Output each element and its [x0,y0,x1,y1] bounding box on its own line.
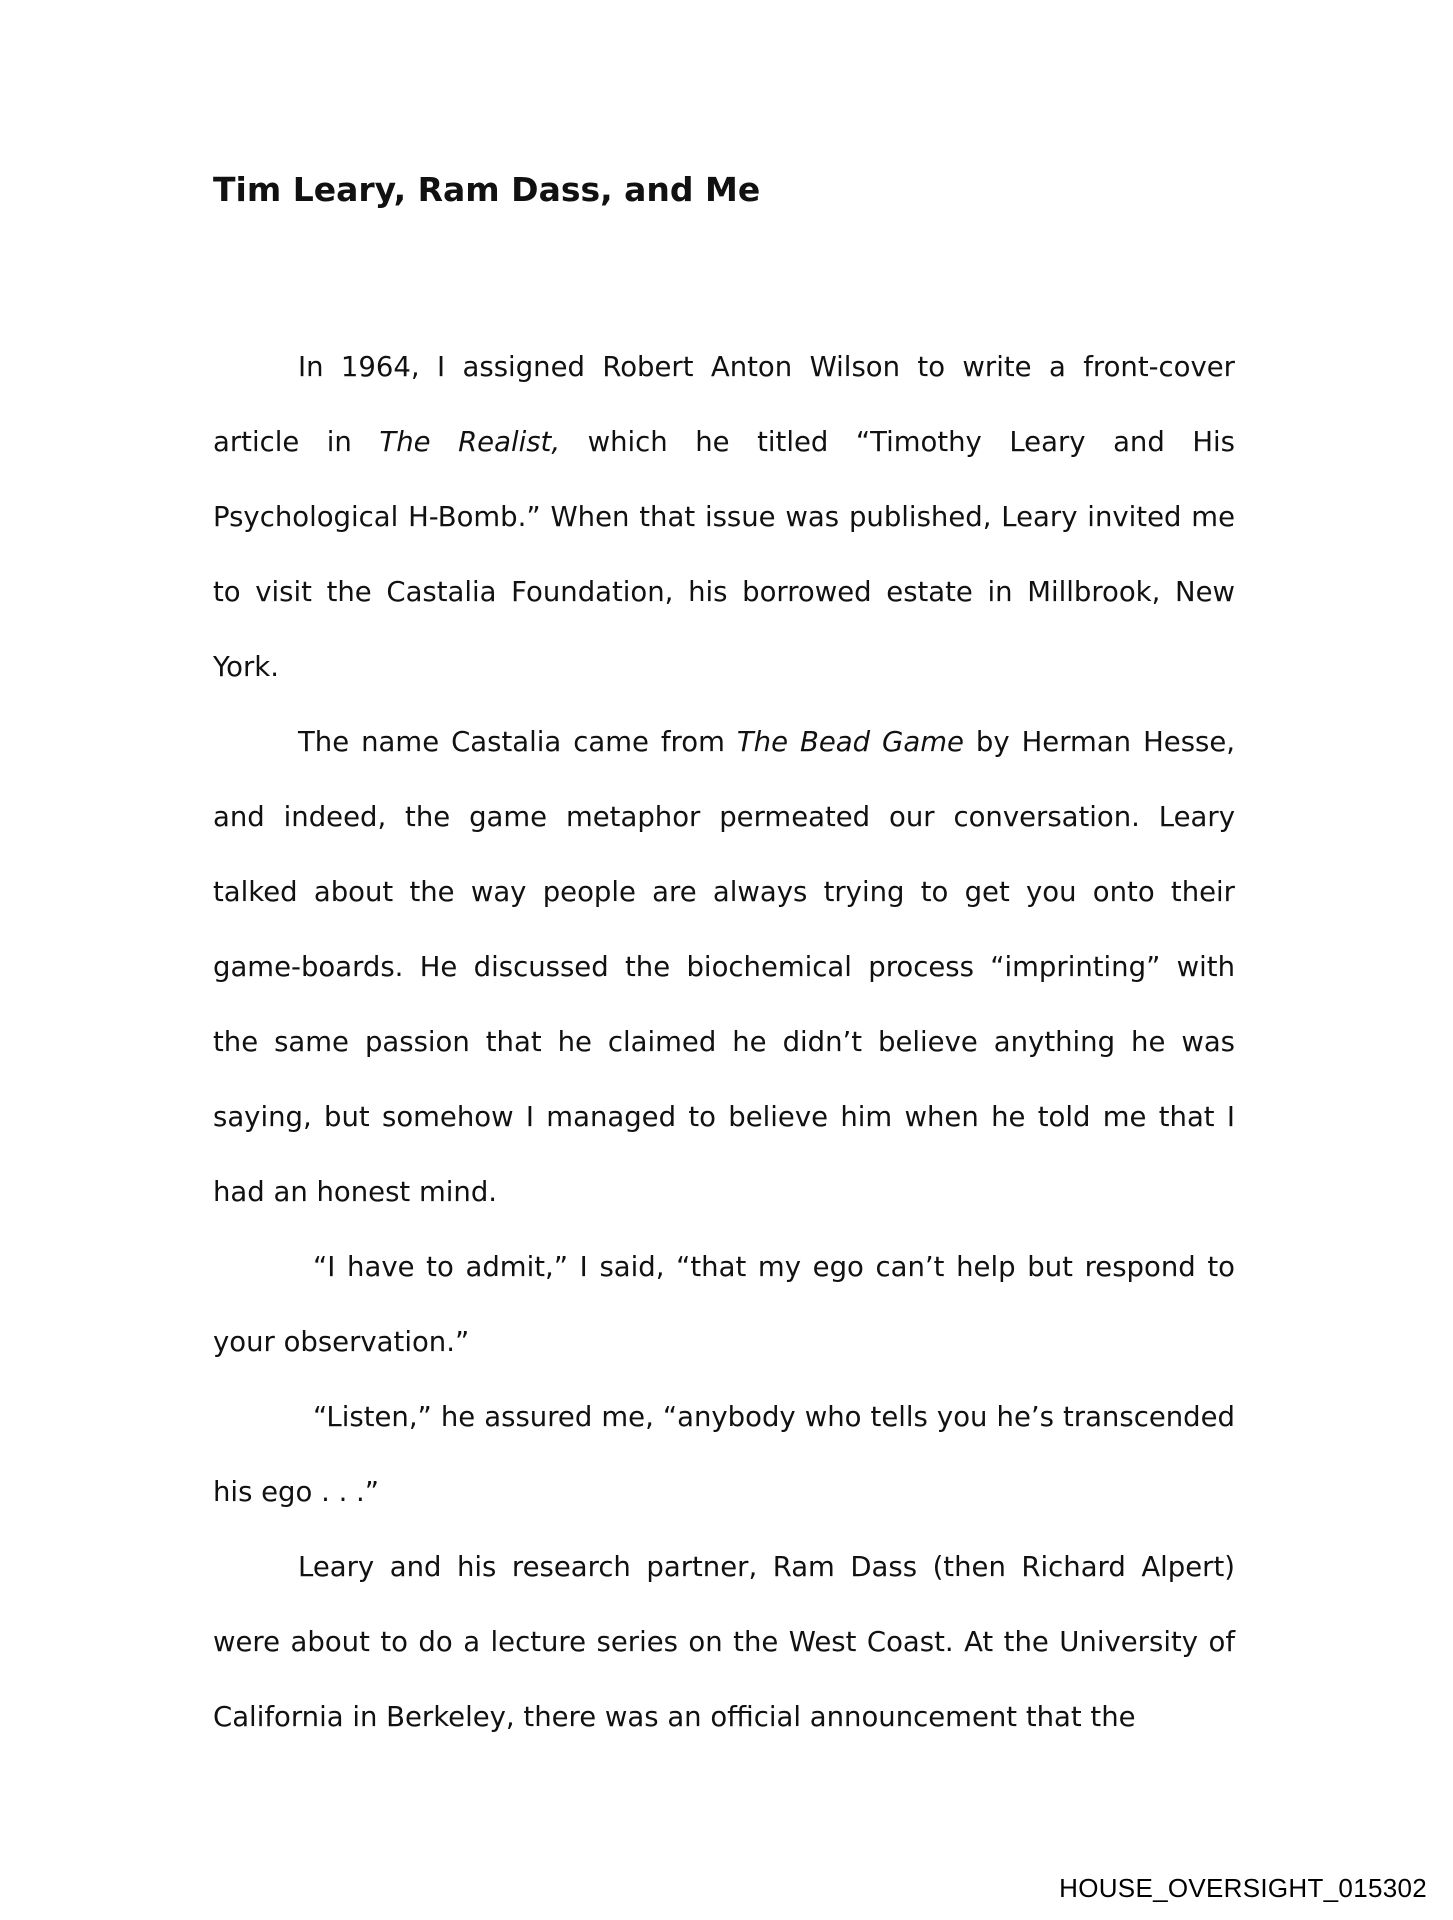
publication-title: The Realist, [379,426,561,458]
paragraph-text: In 1964, I assigned Robert Anton Wilson to write a front-cover article in [213,351,1235,458]
bates-number: HOUSE_OVERSIGHT_015302 [1059,1873,1427,1903]
book-title: The Bead Game [736,726,964,758]
paragraph: “I have to admit,” I said, “that my ego can’t help but respond to your observation.” [213,1251,1235,1358]
page-title: Tim Leary, Ram Dass, and Me [213,170,761,209]
paragraph: “Listen,” he assured me, “anybody who tells you he’s transcended his ego . . .” [213,1401,1235,1508]
paragraph: Leary and his research partner, Ram Dass (then Richard Alpert) were about to do a lecture series on the West Coast. At the University of California in Berkeley, there was an official announcement that the [213,1551,1235,1733]
body-text [213,330,1235,1755]
paragraph-text: which he titled “Timothy Leary and His Psychological H-Bomb.” When that issue was published, Leary invited me to visit the Castalia Foundation, his borrowed estate in Millbrook, New York. [213,426,1235,683]
paragraph-text: The name Castalia came from [298,726,737,758]
paragraph [213,330,1235,705]
paragraph [213,705,1235,1230]
paragraph-text: by Herman Hesse, and indeed, the game metaphor permeated our conversation. Leary talked about the way people are always trying to get you onto their game-boards. He discussed the biochemical process “imprinting” with the same passion that he claimed he didn’t believe anything he was saying, but somehow I managed to believe him when he told me that I had an honest mind. [213,726,1236,1208]
